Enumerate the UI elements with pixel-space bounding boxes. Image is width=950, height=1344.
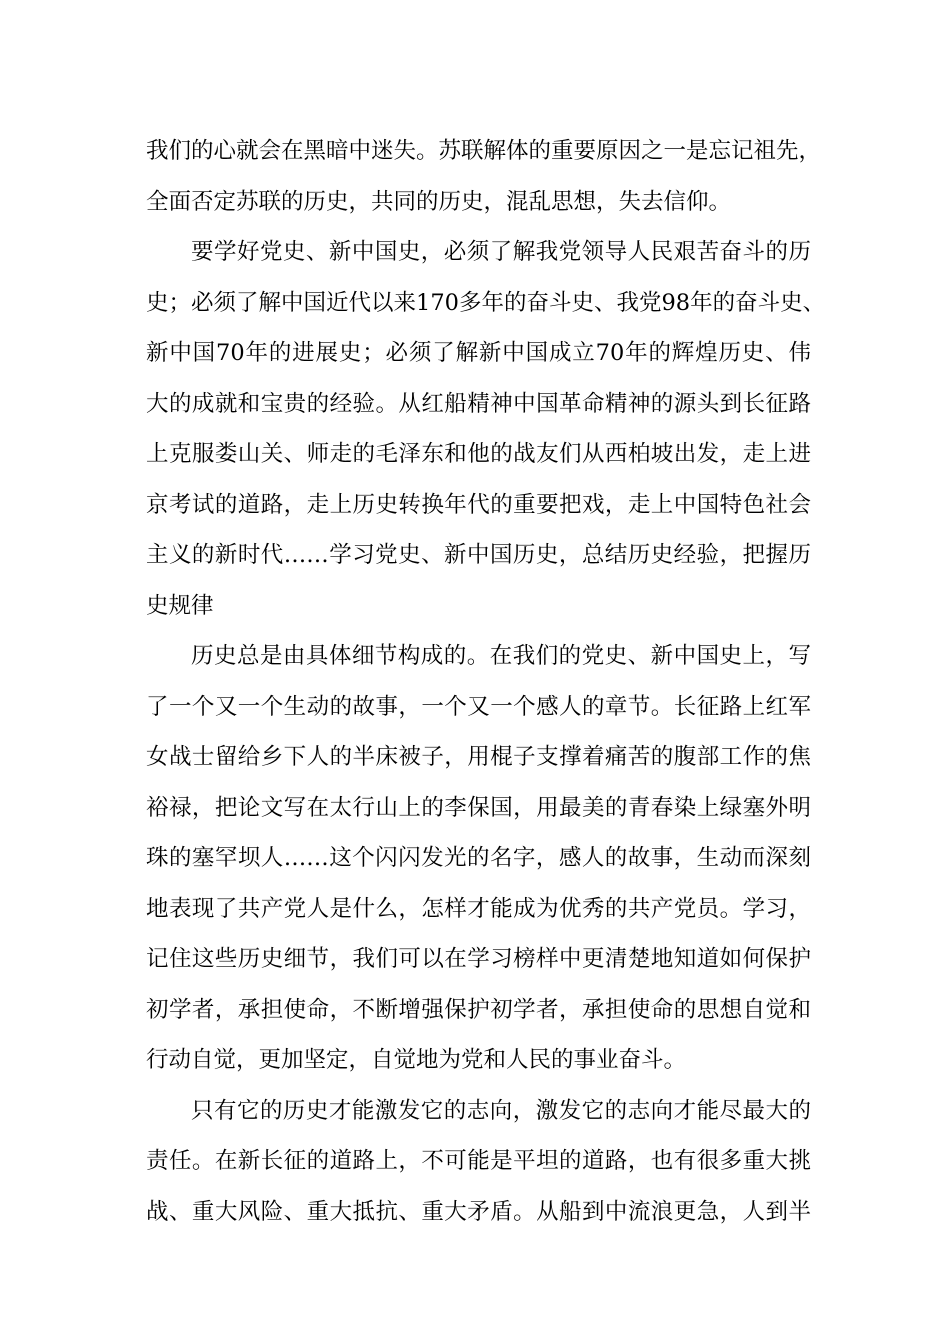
text-line: 初学者，承担使命，不断增强保护初学者，承担使命的思想自觉和	[146, 996, 811, 1023]
text-line: 新中国70年的进展史；必须了解新中国成立70年的辉煌历史、伟	[146, 340, 811, 366]
text-line: 要学好党史、新中国史，必须了解我党领导人民艰苦奋斗的历	[191, 239, 811, 265]
paragraph-3	[146, 631, 811, 1086]
text-line: 京考试的道路，走上历史转换年代的重要把戏，走上中国特色社会	[146, 491, 811, 518]
text-line: 珠的塞罕坝人……这个闪闪发光的名字，感人的故事，生动而深刻	[146, 845, 811, 871]
paragraph-2	[146, 227, 826, 631]
text-line: 责任。在新长征的道路上，不可能是平坦的道路，也有很多重大挑	[146, 1148, 811, 1174]
text-line: 地表现了共产党人是什么，怎样才能成为优秀的共产党员。学习，	[146, 895, 811, 922]
text-line: 大的成就和宝贵的经验。从红船精神中国革命精神的源头到长征路	[146, 390, 811, 417]
paragraph-1	[146, 126, 822, 227]
text-line: 史规律	[146, 592, 214, 619]
text-line: 女战士留给乡下人的半床被子，用棍子支撑着痛苦的腹部工作的焦	[146, 744, 811, 770]
text-line: 记住这些历史细节，我们可以在学习榜样中更清楚地知道如何保护	[146, 946, 811, 972]
paragraph-4	[146, 1086, 811, 1238]
document-body	[146, 126, 826, 1237]
text-line: 裕禄，把论文写在太行山上的李保国，用最美的青春染上绿塞外明	[146, 794, 811, 821]
text-line: 史；必须了解中国近代以来170多年的奋斗史、我党98年的奋斗史、	[146, 289, 826, 316]
text-line: 了一个又一个生动的故事，一个又一个感人的章节。长征路上红军	[146, 693, 811, 720]
text-line: 战、重大风险、重大抵抗、重大矛盾。从船到中流浪更急，人到半	[146, 1198, 811, 1225]
text-line: 主义的新时代……学习党史、新中国历史，总结历史经验，把握历	[146, 542, 811, 568]
text-line: 历史总是由具体细节构成的。在我们的党史、新中国史上，写	[191, 643, 811, 669]
text-line: 全面否定苏联的历史，共同的历史，混乱思想，失去信仰。	[146, 188, 732, 215]
text-line: 只有它的历史才能激发它的志向，激发它的志向才能尽最大的	[191, 1097, 811, 1124]
text-line: 行动自觉，更加坚定，自觉地为党和人民的事业奋斗。	[146, 1047, 687, 1073]
text-line: 上克服娄山关、师走的毛泽东和他的战友们从西柏坡出发，走上进	[146, 441, 811, 467]
text-line: 我们的心就会在黑暗中迷失。苏联解体的重要原因之一是忘记祖先，	[146, 138, 822, 164]
